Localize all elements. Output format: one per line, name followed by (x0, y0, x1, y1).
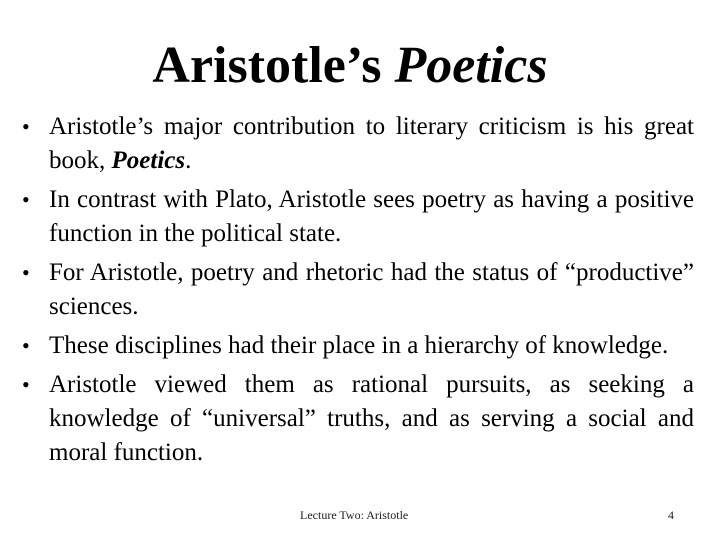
slide-title-main: Aristotle’s (152, 37, 395, 94)
bullet-item-1 (22, 110, 694, 178)
bullet-marker: • (22, 372, 30, 397)
bullet-item-2 (22, 183, 694, 251)
bullet-text-4: These disciplines had their place in a hierarchy of knowledge. (49, 332, 669, 359)
bullet-marker: • (22, 187, 30, 212)
page-number: 4 (668, 508, 674, 522)
bullet-marker: • (22, 260, 30, 285)
bullet-text-1-after: . (185, 147, 192, 174)
slide-title (0, 34, 700, 98)
bullet-item-5 (22, 368, 694, 470)
footer-label: Lecture Two: Aristotle (300, 508, 409, 522)
bullet-item-3 (22, 256, 694, 324)
bullet-list (22, 110, 694, 475)
bullet-text-3: For Aristotle, poetry and rhetoric had the status of “productive” sciences. (49, 259, 694, 320)
bullet-marker: • (22, 333, 30, 358)
slide-title-italic: Poetics (394, 37, 548, 94)
bullet-item-4 (22, 329, 694, 363)
bullet-text-1-before: Aristotle’s major contribution to literary criticism is his great book, (49, 113, 694, 174)
bullet-text-5: Aristotle viewed them as rational pursuits, as seeking a knowledge of “universal” truths, and as serving a social and moral function. (49, 371, 694, 466)
bullet-text-2: In contrast with Plato, Aristotle sees poetry as having a positive function in the political state. (49, 186, 694, 247)
bullet-marker: • (22, 114, 30, 139)
bullet-text-1-italic: Poetics (111, 147, 186, 174)
